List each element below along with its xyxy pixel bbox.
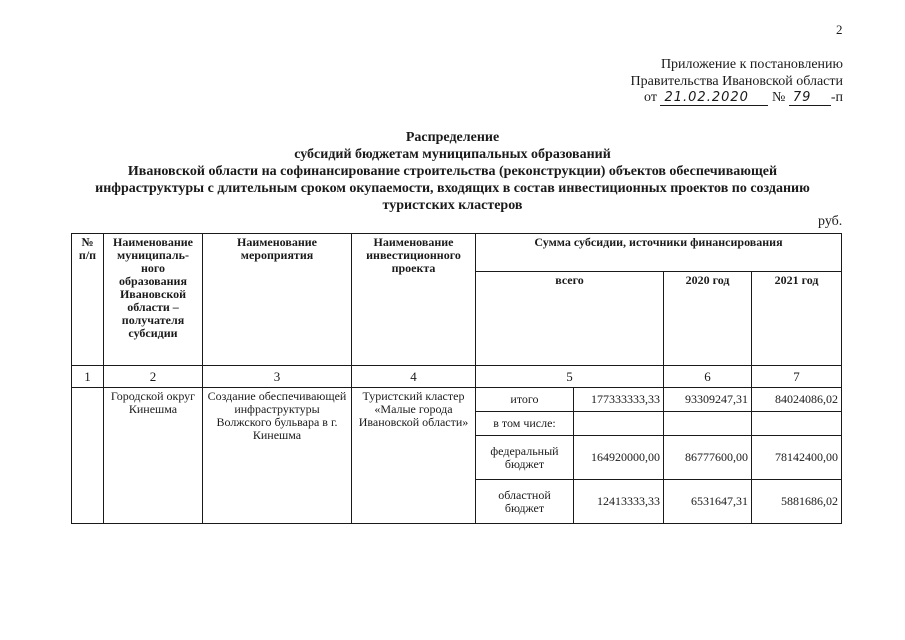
line-including-2021 xyxy=(752,412,842,436)
line-regional-2021: 5881686,02 xyxy=(752,480,842,524)
title-line-4: инфраструктуры с длительным сроком окупаемости, входящих в состав инвестиционных проектов по созданию xyxy=(95,181,810,196)
line-label-including: в том числе: xyxy=(476,412,574,436)
header-municipality: Наименование муниципаль-ного образования Ивановской области – получателя субсидии xyxy=(104,234,203,366)
row-project: Туристский кластер «Малые города Ивановской области» xyxy=(352,388,476,524)
line-including-2020 xyxy=(664,412,752,436)
col-index-7: 7 xyxy=(752,366,842,388)
header-2021: 2021 год xyxy=(752,272,842,366)
currency-label: руб. xyxy=(818,214,843,229)
row-municipality: Городской округ Кинешма xyxy=(104,388,203,524)
header-num: № п/п xyxy=(72,234,104,366)
title-line-3: Ивановской области на софинансирование строительства (реконструкции) объектов обеспечивающей xyxy=(127,164,778,179)
header-project: Наименование инвестиционного проекта xyxy=(352,234,476,366)
appendix-from-prefix: от xyxy=(644,90,657,105)
appendix-number: 79 xyxy=(789,90,831,106)
appendix-line-1: Приложение к постановлению xyxy=(660,57,843,72)
col-index-1: 1 xyxy=(72,366,104,388)
line-including-all xyxy=(574,412,664,436)
title-line-2: субсидий бюджетам муниципальных образований xyxy=(294,147,611,162)
row-activity: Создание обеспечивающей инфраструктуры Волжского бульвара в г. Кинешма xyxy=(203,388,352,524)
header-sum: Сумма субсидии, источники финансирования xyxy=(476,234,842,272)
line-federal-2020: 86777600,00 xyxy=(664,436,752,480)
subsidy-table xyxy=(71,233,842,524)
line-federal-2021: 78142400,00 xyxy=(752,436,842,480)
appendix-date: 21.02.2020 xyxy=(660,90,768,106)
row-num-cell xyxy=(72,388,104,524)
title-line-1: Распределение xyxy=(405,130,500,145)
line-total-2020: 93309247,31 xyxy=(664,388,752,412)
col-index-3: 3 xyxy=(203,366,352,388)
appendix-date-line xyxy=(644,90,843,106)
col-index-6: 6 xyxy=(664,366,752,388)
col-index-2: 2 xyxy=(104,366,203,388)
line-label-federal: федеральный бюджет xyxy=(476,436,574,480)
line-federal-all: 164920000,00 xyxy=(574,436,664,480)
appendix-number-sign: № xyxy=(771,90,786,105)
line-label-regional: областной бюджет xyxy=(476,480,574,524)
line-regional-2020: 6531647,31 xyxy=(664,480,752,524)
appendix-line-2: Правительства Ивановской области xyxy=(630,74,843,89)
header-total: всего xyxy=(476,272,664,366)
line-label-total: итого xyxy=(476,388,574,412)
col-index-4: 4 xyxy=(352,366,476,388)
line-regional-all: 12413333,33 xyxy=(574,480,664,524)
line-total-2021: 84024086,02 xyxy=(752,388,842,412)
page-number: 2 xyxy=(836,22,843,37)
appendix-header xyxy=(631,56,843,90)
line-total-all: 177333333,33 xyxy=(574,388,664,412)
appendix-number-suffix: -п xyxy=(830,90,843,105)
title-line-5: туристских кластеров xyxy=(382,198,523,213)
header-activity: Наименование мероприятия xyxy=(203,234,352,366)
header-2020: 2020 год xyxy=(664,272,752,366)
col-index-5: 5 xyxy=(476,366,664,388)
